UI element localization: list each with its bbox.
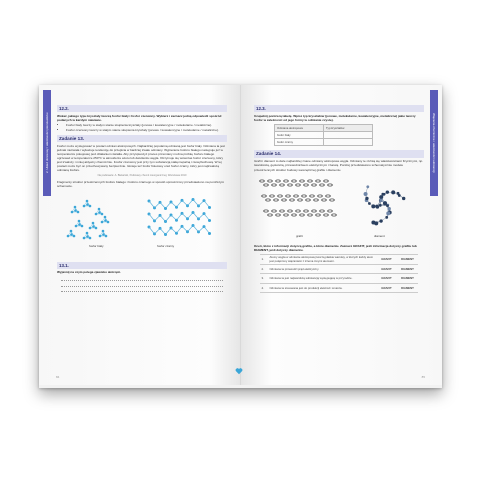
- table-row: [260, 274, 418, 284]
- option-graphite[interactable]: GRAFIT: [376, 264, 397, 274]
- answer-line[interactable]: [61, 287, 223, 293]
- right-page: [241, 85, 442, 385]
- task-12-2-label: 12.2.: [57, 105, 227, 112]
- option-graphite[interactable]: GRAFIT: [376, 255, 397, 265]
- task-12-3-text: Uzupełnij poniższą tabelę. Wpisz typ kryształów (jonowe, molekularne, kowalencyjne, metaliczne) jakie tworzy fosfor w zależności od jego formy w odmianie czystej.: [254, 113, 416, 122]
- phosphorus-structures-figure: [57, 190, 227, 256]
- table-header-cell: Typ kryształów: [324, 125, 373, 132]
- table-cell: fosfor biały: [275, 132, 324, 139]
- task-12-2-bullet-2: • Fosfor czerwony tworzy w stałym stanie skupienia kryształy (jonowe / kowalencyjne / molekularne / metaliczne).: [66, 128, 227, 132]
- option-diamond[interactable]: DIAMENT: [397, 255, 418, 265]
- answer-cell[interactable]: [324, 132, 373, 139]
- caption-diamond: diament: [374, 234, 385, 239]
- option-graphite[interactable]: GRAFIT: [376, 274, 397, 284]
- row-number: 4.: [260, 283, 268, 293]
- caption-graphite: grafit: [296, 234, 303, 239]
- left-chapter-tab: 2. Układ okresowy i właściwości pierwiastków: [43, 90, 51, 196]
- zadanie-13-figure-intro: Fragmenty struktur przestrzennych fosforu białego i fosforu czarnego w sposób uproszczony przedstawiono na poniższym schemacie.: [57, 179, 225, 189]
- task-12-3-label: 12.3.: [254, 105, 424, 112]
- right-chapter-tab: Wiązania chemiczne i właściwości substancji: [430, 90, 438, 196]
- carbon-structures-illustration: [254, 173, 424, 235]
- open-book: [39, 85, 442, 388]
- table-row: [260, 264, 418, 274]
- row-statement: Odmiana ta stosowana jest do produkcji elektrod i smarów.: [268, 283, 376, 293]
- black-phosphorus-structure: [148, 198, 212, 236]
- left-page: [39, 85, 241, 385]
- zadanie-13-title: Zadanie 13.: [57, 135, 227, 143]
- row-statement: Odmiana ta przewodzi prąd elektryczny.: [268, 264, 376, 274]
- option-graphite[interactable]: GRAFIT: [376, 283, 397, 293]
- row-statement: Atomy węgla w odmianie alotropowej tworzą płaskie warstwy, w których każdy atom jest połączony wiązaniami z trzema innymi atomami.: [268, 255, 376, 265]
- task-12-2-list: [57, 123, 227, 131]
- row-number: 3.: [260, 274, 268, 284]
- left-page-number: 84: [56, 375, 60, 379]
- row-number: 2.: [260, 264, 268, 274]
- right-page-number: 85: [421, 375, 425, 379]
- option-diamond[interactable]: DIAMENT: [397, 274, 418, 284]
- table-header-cell: Odmiana alotropowa: [275, 125, 324, 132]
- graphite-diamond-table: [260, 254, 418, 293]
- table-row: [260, 283, 418, 293]
- diamond-structure: [364, 185, 406, 225]
- task-12-2-bullet-1: • Fosfor biały tworzy w stałym stanie skupienia kryształy (jonowe / kowalencyjne / molekularne / metaliczne).: [66, 123, 227, 127]
- white-phosphorus-structure: [67, 199, 110, 239]
- task-13-1-label: 13.1.: [57, 262, 227, 269]
- zadanie-13-text: Fosfor może występować w postaci odmian alotropowych. Najbardziej popularną odmianą jest fosfor biały. Odmiana ta jest jednak nietrwała i wykazuje tendencję do przejścia w bardziej trwałe odmiany. Wypieranie fosforu białego następuje już w temperaturze pokojowej pod działaniem światła. Aby przyspieszyć proces przemiany można próbkę fosforu białego ogrzewać w temperaturze 250°C w atmosferze azotu lub dwutlenku węgla. Otrzymuje się wówczas fosfor czerwony, który jest trwalszy i mniej aktywny chemicznie. Fosfor czerwony jest przy tym substancją stałą niepalną i niewybuchową. W tej postaci może być on przechowywany bezpiecznie. Istnieje też fosfor fioletowy oraz fosfor czarny, który jest najtrwalszą odmianą fosforu.: [57, 143, 225, 173]
- caption-white-phosphorus: fosfor biały: [89, 243, 104, 248]
- table-cell: fosfor czarny: [275, 139, 324, 146]
- graphite-structure: [259, 180, 336, 216]
- answer-cell[interactable]: [324, 139, 373, 146]
- carbon-structures-figure: [254, 173, 424, 241]
- zadanie-14-instruction: Oceń, które z informacji dotyczą grafitu, a które diamentu. Zaznacz GRAFIT, jeśli informacja dotyczy grafitu lub DIAMENT, jeśli dotyczy diamentu.: [254, 244, 417, 253]
- row-number: 1.: [260, 255, 268, 265]
- caption-black-phosphorus: fosfor czarny: [157, 243, 175, 248]
- row-statement: Odmiana ta jest najtwardszą substancją występującą w przyrodzie.: [268, 274, 376, 284]
- heart-logo-icon: [235, 367, 243, 375]
- zadanie-14-text: Grafit i diament to dwie najbardziej znane odmiany alotropowe węgla. Odmiany te różnią się właściwościami fizycznymi, np. twardością, gęstością, przewodnictwem elektrycznym i barwą. Poniżej przedstawiono schematycznie modele przestrzennych struktur budowy wewnętrznej grafitu i diamentu.: [254, 159, 424, 172]
- task-12-2-intro: Wskaż, jakiego typu kryształy tworzą fosfor biały i fosfor czerwony. Wybierz i zaznacz jedną odpowiedź spośród podanych w każdym nawiasie.: [57, 113, 222, 122]
- crystal-type-table: [274, 124, 373, 146]
- zadanie-14-title: Zadanie 14.: [254, 150, 424, 158]
- right-content: [254, 105, 424, 293]
- option-diamond[interactable]: DIAMENT: [397, 264, 418, 274]
- option-diamond[interactable]: DIAMENT: [397, 283, 418, 293]
- zadanie-13-source: Na podstawie: A. Bielański, Podstawy chemii nieorganicznej, Warszawa 2010: [97, 173, 187, 177]
- table-row: [260, 255, 418, 265]
- task-13-1-text: Wyjaśnij na czym polega zjawisko alotropii.: [57, 270, 121, 275]
- left-content: [57, 105, 227, 292]
- phosphorus-structures-illustration: [57, 190, 227, 252]
